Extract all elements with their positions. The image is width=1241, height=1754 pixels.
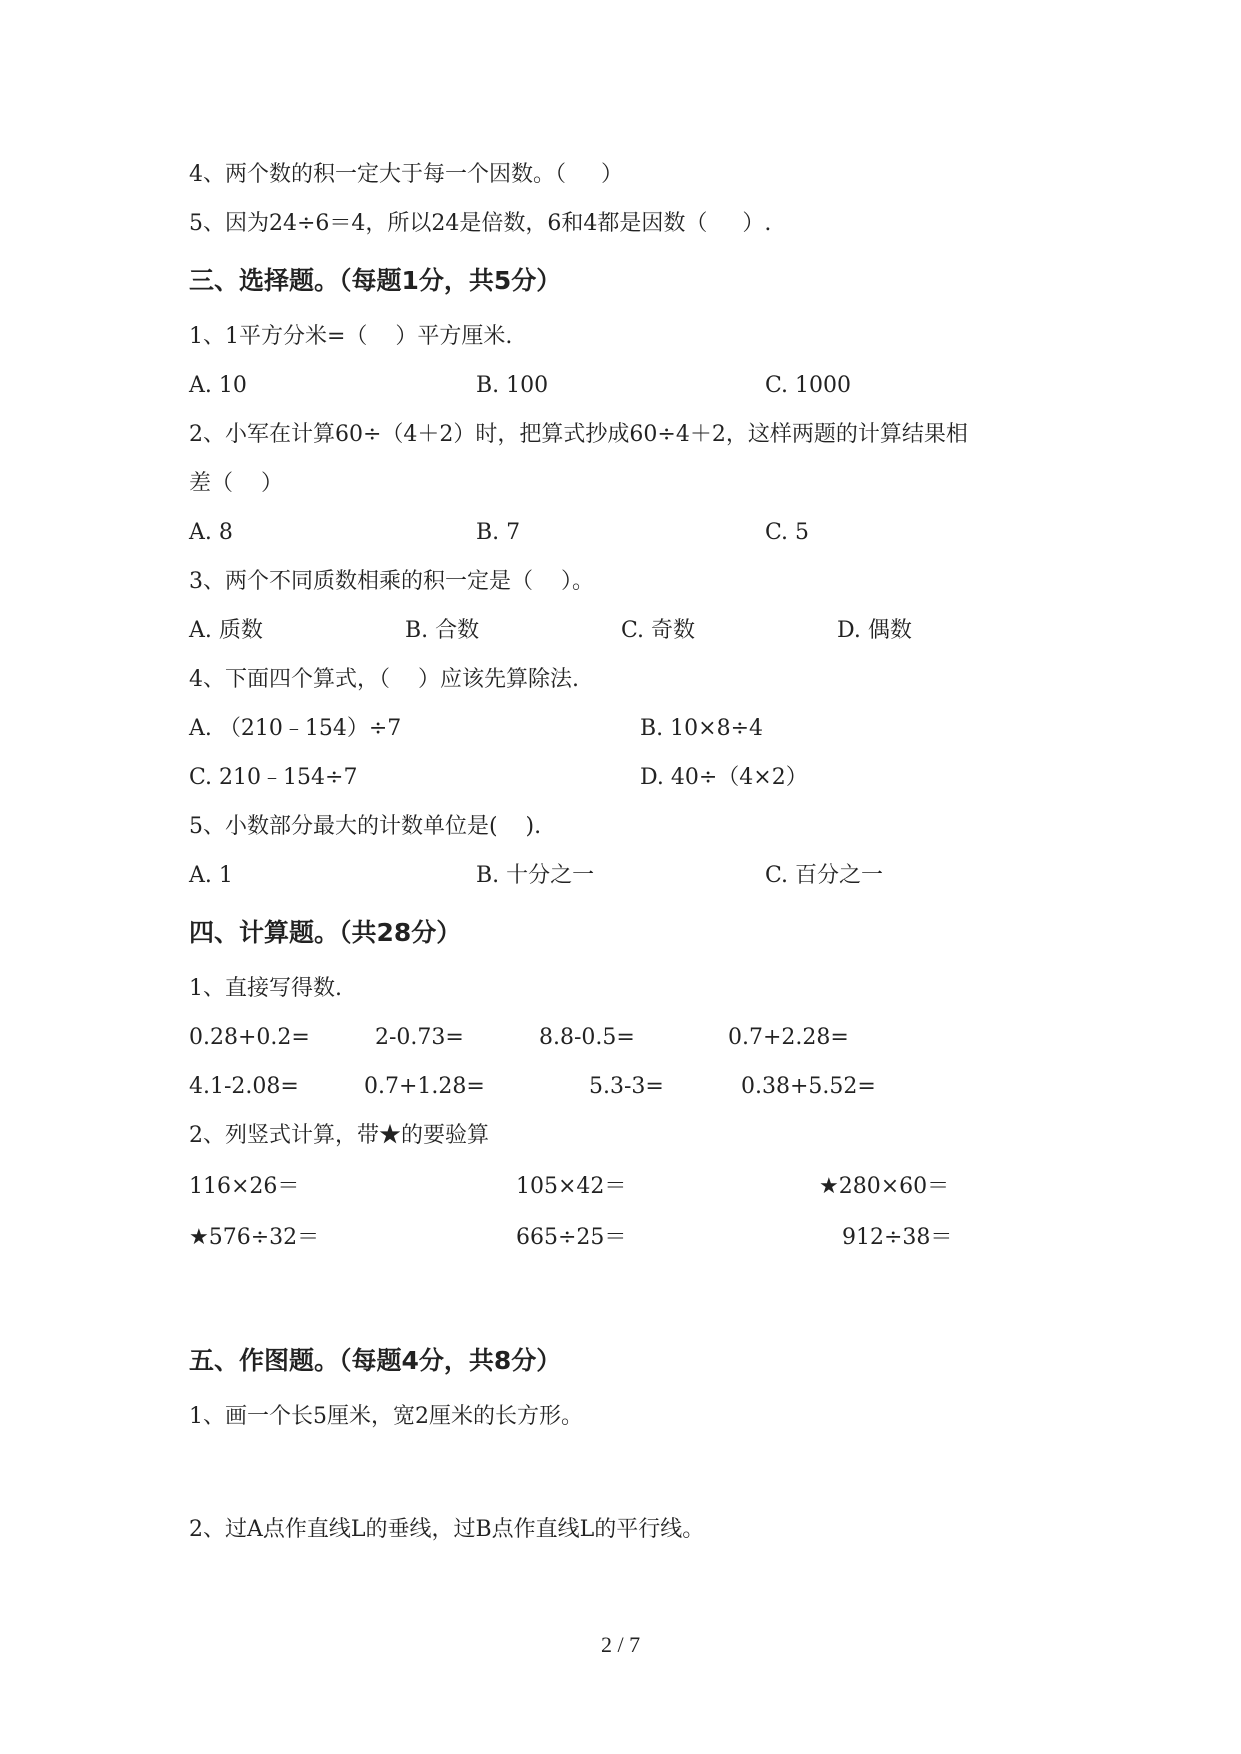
choice-q2-option-b: B. 7 [476,520,521,545]
draw-q2: 2、过A点作直线L的垂线，过B点作直线L的平行线。 [189,1517,705,1542]
choice-q1-option-a: A. 10 [189,373,247,398]
section-3-title: 三、选择题。（每题1分，共5分） [189,266,562,295]
calc-q2-stem: 2、列竖式计算，带★的要验算 [189,1123,489,1148]
choice-q1-option-b: B. 100 [476,373,549,398]
choice-q3-option-d: D. 偶数 [837,618,912,643]
section-4-title: 四、计算题。（共28分） [189,918,462,947]
choice-q5-option-c: C. 百分之一 [765,863,884,888]
choice-q4-stem: 4、下面四个算式，（ ）应该先算除法. [189,667,579,692]
judge-q4: 4、两个数的积一定大于每一个因数。（ ） [189,162,623,187]
calc-q1-item: 5.3-3= [589,1074,664,1099]
choice-q2-option-c: C. 5 [765,520,810,545]
calc-q1-item: 0.38+5.52= [741,1074,876,1099]
calc-q1-item: 2-0.73= [375,1025,464,1050]
choice-q4-option-d: D. 40÷（4×2） [640,765,808,790]
choice-q2-stem-line1: 2、小军在计算60÷（4＋2）时，把算式抄成60÷4＋2，这样两题的计算结果相 [189,422,968,447]
calc-q2-item: 665÷25＝ [516,1225,627,1250]
choice-q4-option-c: C. 210﹣154÷7 [189,765,358,790]
calc-q2-item: ★576÷32＝ [189,1225,320,1250]
calc-q2-item: 912÷38＝ [842,1225,953,1250]
choice-q5-option-a: A. 1 [189,863,233,888]
draw-q1: 1、画一个长5厘米，宽2厘米的长方形。 [189,1404,583,1429]
calc-q1-item: 0.7+2.28= [728,1025,849,1050]
choice-q5-stem: 5、小数部分最大的计数单位是( ). [189,814,542,839]
calc-q2-item: 116×26＝ [189,1174,300,1199]
choice-q5-option-b: B. 十分之一 [476,863,595,888]
choice-q1-stem: 1、1平方分米=（ ）平方厘米. [189,324,513,349]
calc-q1-item: 4.1-2.08= [189,1074,299,1099]
choice-q2-stem-line2: 差（ ） [189,471,283,496]
choice-q3-stem: 3、两个不同质数相乘的积一定是（ ）。 [189,569,594,594]
judge-q5: 5、因为24÷6＝4，所以24是倍数，6和4都是因数（ ）. [189,211,772,236]
calc-q1-item: 0.7+1.28= [364,1074,485,1099]
choice-q1-option-c: C. 1000 [765,373,852,398]
calc-q1-item: 8.8-0.5= [539,1025,635,1050]
choice-q3-option-b: B. 合数 [405,618,480,643]
choice-q3-option-a: A. 质数 [189,618,263,643]
calc-q1-item: 0.28+0.2= [189,1025,310,1050]
page-number: 2 / 7 [601,1632,641,1657]
choice-q4-option-a: A. （210﹣154）÷7 [189,716,402,741]
calc-q2-item: ★280×60＝ [819,1174,950,1199]
calc-q1-stem: 1、直接写得数. [189,976,342,1001]
calc-q2-item: 105×42＝ [516,1174,627,1199]
choice-q2-option-a: A. 8 [189,520,233,545]
section-5-title: 五、作图题。（每题4分，共8分） [189,1346,562,1375]
choice-q3-option-c: C. 奇数 [621,618,696,643]
choice-q4-option-b: B. 10×8÷4 [640,716,764,741]
